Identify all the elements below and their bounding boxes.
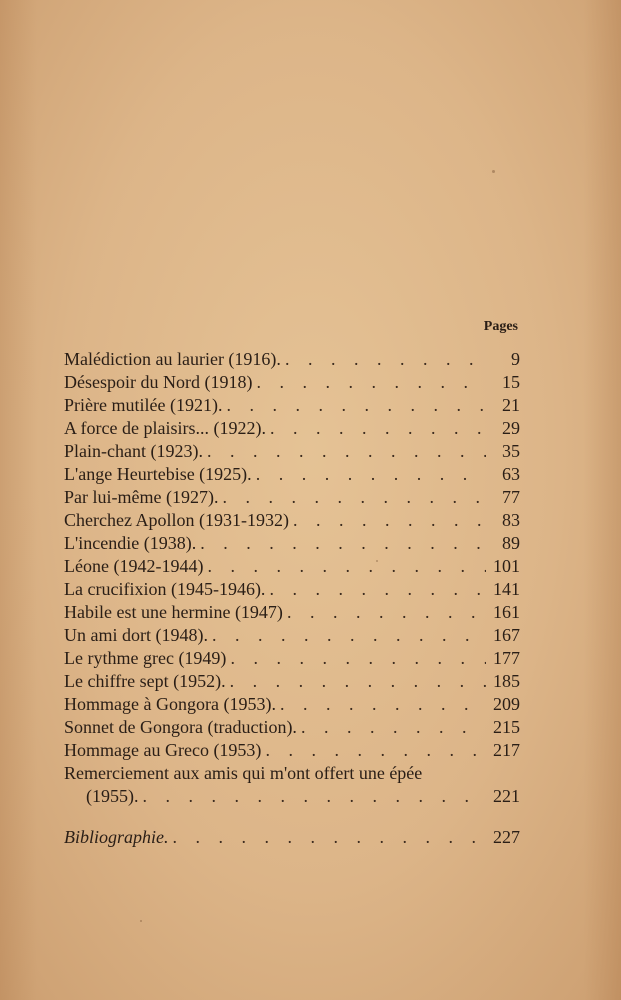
toc-entry (64, 348, 520, 371)
dot-leader (256, 371, 486, 394)
toc-entry (64, 624, 520, 647)
toc-entry (64, 670, 520, 693)
toc-entry-title: Léone (1942-1944) (64, 556, 204, 576)
toc-entry (64, 463, 520, 486)
dot-leader (222, 486, 486, 509)
toc-page-number: 161 (493, 602, 520, 622)
toc-page-number: 83 (502, 510, 520, 530)
dot-leader (230, 647, 486, 670)
toc-entry (64, 394, 520, 417)
toc-page-number: 101 (493, 556, 520, 576)
dot-leader (226, 394, 486, 417)
toc-entry-title: Prière mutilée (1921). (64, 395, 223, 415)
toc-entry-bibliography (64, 826, 520, 849)
toc-entry (64, 555, 520, 578)
toc-entry-title: Malédiction au laurier (1916). (64, 349, 281, 369)
toc-entry-title: Sonnet de Gongora (traduction). (64, 717, 297, 737)
toc-entry-title-line1: Remerciement aux amis qui m'ont offert une épée (64, 763, 423, 783)
paper-speck (492, 170, 495, 173)
toc-entry (64, 417, 520, 440)
toc-entry (64, 716, 520, 739)
dot-leader (270, 417, 486, 440)
toc-entry-title: Hommage au Greco (1953) (64, 740, 262, 760)
toc-entry-title: Plain-chant (1923). (64, 441, 203, 461)
toc-page-number: 215 (493, 717, 520, 737)
dot-leader (230, 670, 486, 693)
toc-entry (64, 371, 520, 394)
toc-entry (64, 532, 520, 555)
toc-page-number: 221 (493, 786, 520, 806)
toc-entry-title: Désespoir du Nord (1918) (64, 372, 253, 392)
toc-entry (64, 601, 520, 624)
dot-leader (280, 693, 486, 716)
toc-entry (64, 486, 520, 509)
dot-leader (269, 578, 486, 601)
toc-page-number: 209 (493, 694, 520, 714)
toc-entry-title: L'incendie (1938). (64, 533, 197, 553)
toc-page-number: 89 (502, 533, 520, 553)
toc-entry (64, 509, 520, 532)
toc-entry-remerciement (64, 762, 520, 808)
dot-leader (293, 509, 486, 532)
toc-entry (64, 693, 520, 716)
dot-leader (207, 555, 486, 578)
dot-leader (173, 826, 487, 849)
toc-entry-title: Habile est une hermine (1947) (64, 602, 283, 622)
toc-entry-title: La crucifixion (1945-1946). (64, 579, 266, 599)
toc-entry (64, 739, 520, 762)
dot-leader (143, 785, 487, 808)
toc-page-number: 177 (493, 648, 520, 668)
toc-entry-title: Le chiffre sept (1952). (64, 671, 226, 691)
dot-leader (256, 463, 486, 486)
pages-column-header: Pages (483, 319, 518, 334)
toc-page-number: 21 (502, 395, 520, 415)
toc-page-number: 77 (502, 487, 520, 507)
dot-leader (265, 739, 486, 762)
dot-leader (212, 624, 486, 647)
toc-entry-title: Par lui-même (1927). (64, 487, 219, 507)
toc-entry-title: Cherchez Apollon (1931-1932) (64, 510, 289, 530)
dot-leader (285, 348, 486, 371)
toc-page-number: 35 (502, 441, 520, 461)
toc-entry-title: Le rythme grec (1949) (64, 648, 227, 668)
toc-entry-title: Bibliographie. (64, 827, 169, 847)
toc-page-number: 9 (511, 349, 520, 369)
toc-entry-title: L'ange Heurtebise (1925). (64, 464, 252, 484)
toc-entry-title: Un ami dort (1948). (64, 625, 208, 645)
table-of-contents (64, 314, 520, 849)
dot-leader (301, 716, 486, 739)
toc-entry (64, 578, 520, 601)
toc-entry (64, 647, 520, 670)
toc-page-number: 141 (493, 579, 520, 599)
toc-entries (64, 348, 520, 762)
dot-leader (287, 601, 486, 624)
toc-page-number: 227 (493, 827, 520, 847)
toc-page-number: 167 (493, 625, 520, 645)
toc-entry (64, 440, 520, 463)
toc-entry-title: A force de plaisirs... (1922). (64, 418, 266, 438)
toc-page-number: 185 (493, 671, 520, 691)
dot-leader (207, 440, 486, 463)
toc-entry-title: Hommage à Gongora (1953). (64, 694, 276, 714)
toc-entry-title-line2: (1955). (86, 786, 139, 806)
paper-speck (140, 920, 142, 922)
toc-page-number: 217 (493, 740, 520, 760)
dot-leader (200, 532, 486, 555)
toc-page-number: 29 (502, 418, 520, 438)
toc-page-number: 63 (502, 464, 520, 484)
toc-page-number: 15 (502, 372, 520, 392)
